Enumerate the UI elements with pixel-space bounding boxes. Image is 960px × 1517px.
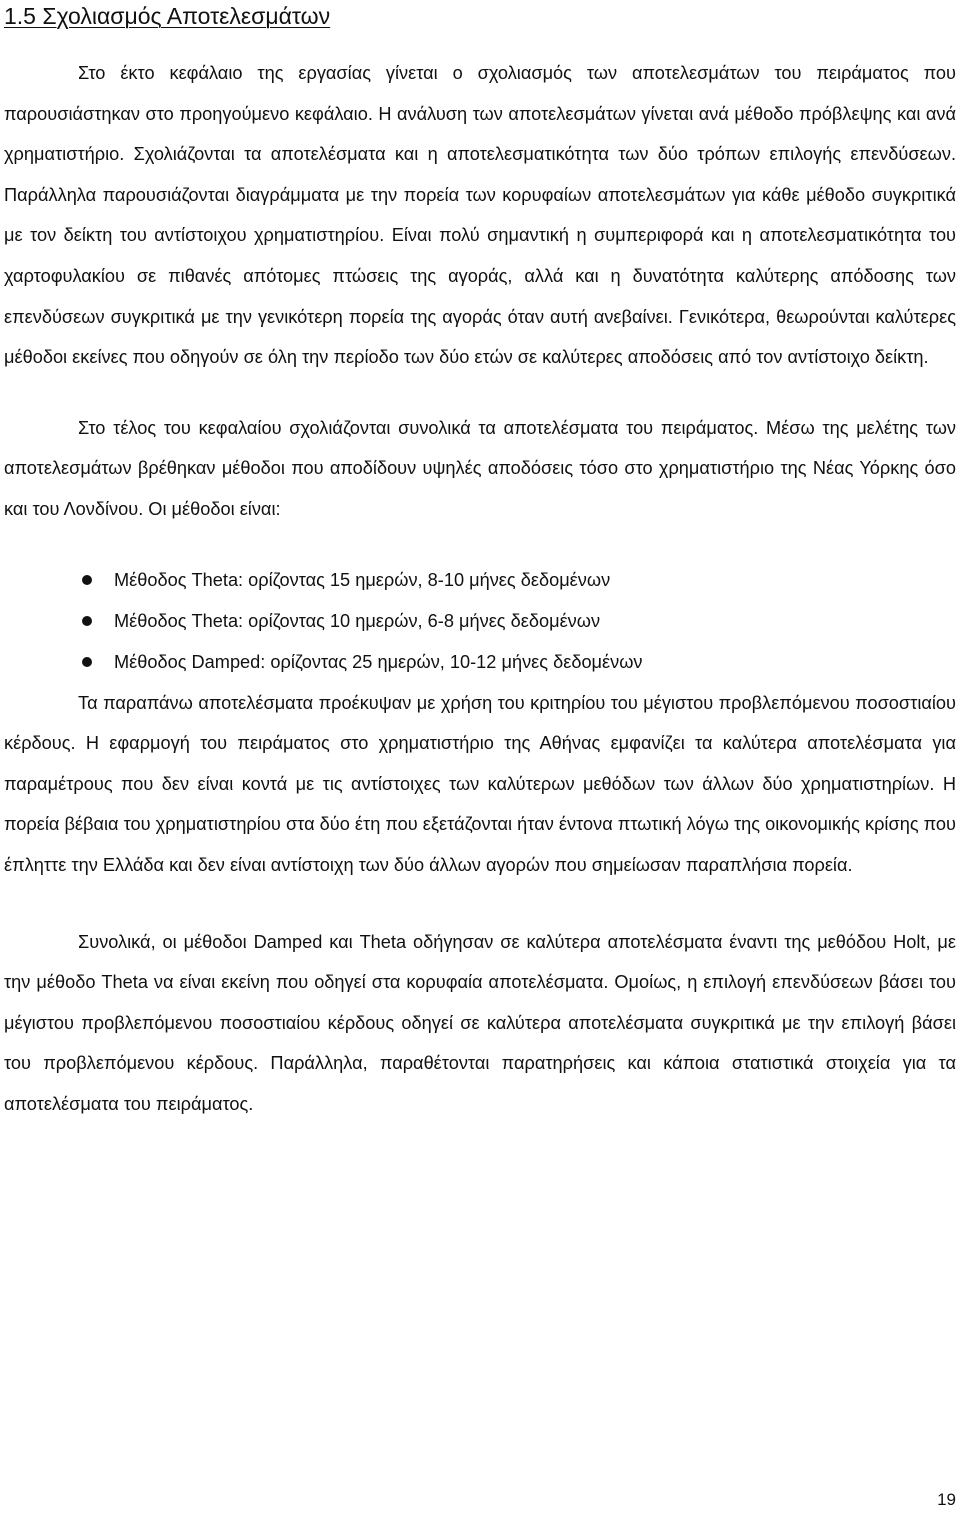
paragraph-intro: Στο έκτο κεφάλαιο της εργασίας γίνεται ο σχολιασμός των αποτελεσμάτων του πειράματος που παρουσιάστηκαν στο προηγούμενο κεφάλαιο. Η ανάλυση των αποτελεσμάτων γίνεται ανά μέθοδο πρόβλεψης και ανά χρηματιστήριο. Σχολιάζονται τα αποτελέσματα και η αποτελεσματικότητα των δύο τρόπων επιλογής επενδύσεων. Παράλληλα παρουσιάζονται διαγράμματα με την πορεία των κορυφαίων αποτελεσμάτων για κάθε μέθοδο συγκριτικά με τον δείκτη του αντίστοιχου χρηματιστηρίου. Είναι πολύ σημαντική η συμπεριφορά και η αποτελεσματικότητα του χαρτοφυλακίου σε πιθανές απότομες πτώσεις της αγοράς, αλλά και η δυνατότητα καλύτερης απόδοσης των επενδύσεων συγκριτικά με την γενικότερη πορεία της αγοράς όταν αυτή ανεβαίνει. Γενικότερα, θεωρούνται καλύτερες μέθοδοι εκείνες που οδηγούν σε όλη την περίοδο των δύο ετών σε καλύτερες αποδόσεις από τον αντίστοιχο δείκτη. [4, 63, 956, 368]
bullet-icon [82, 616, 92, 626]
method-text: Μέθοδος Theta: ορίζοντας 10 ημερών, 6-8 μήνες δεδομένων [114, 610, 601, 631]
list-item [4, 642, 956, 683]
paragraph-conclusion: Συνολικά, οι μέθοδοι Damped και Theta οδήγησαν σε καλύτερα αποτελέσματα έναντι της μεθόδου Holt, με την μέθοδο Theta να είναι εκείνη που οδηγεί στα κορυφαία αποτελέσματα. Ομοίως, η επιλογή επενδύσεων βάσει του μέγιστου προβλεπόμενου ποσοστιαίου κέρδους οδηγεί σε καλύτερα αποτελέσματα συγκριτικά με την επιλογή βάσει του προβλεπόμενου κέρδους. Παράλληλα, παραθέτονται παρατηρήσεις και κάποια στατιστικά στοιχεία για τα αποτελέσματα του πειράματος. [4, 931, 956, 1114]
paragraph-athens: Τα παραπάνω αποτελέσματα προέκυψαν με χρήση του κριτηρίου του μέγιστου προβλεπόμενου ποσοστιαίου κέρδους. Η εφαρμογή του πειράματος στο χρηματιστήριο της Αθήνας εμφανίζει τα καλύτερα αποτελέσματα για παραμέτρους που δεν είναι κοντά με τις αντίστοιχες των καλύτερων μεθόδων των άλλων δύο χρηματιστηρίων. Η πορεία βέβαια του χρηματιστηρίου στα δύο έτη που εξετάζονται ήταν έντονα πτωτική λόγω της οικονομικής κρίσης που έπληττε την Ελλάδα και δεν είναι αντίστοιχη των δύο άλλων αγορών που σημείωσαν παραπλήσια πορεία. [4, 692, 956, 875]
methods-list [4, 560, 956, 683]
paragraph-summary: Στο τέλος του κεφαλαίου σχολιάζονται συνολικά τα αποτελέσματα του πειράματος. Μέσω της μελέτης των αποτελεσμάτων βρέθηκαν μέθοδοι που αποδίδουν υψηλές αποδόσεις τόσο στο χρηματιστήριο της Νέας Υόρκης όσο και του Λονδίνου. Οι μέθοδοι είναι: [4, 417, 956, 519]
page-number: 19 [937, 1490, 956, 1509]
list-item [4, 560, 956, 601]
method-text: Μέθοδος Theta: ορίζοντας 15 ημερών, 8-10 μήνες δεδομένων [114, 569, 611, 590]
bullet-icon [82, 575, 92, 585]
document-page [4, 0, 956, 1124]
method-text: Μέθοδος Damped: ορίζοντας 25 ημερών, 10-12 μήνες δεδομένων [114, 651, 643, 672]
section-heading: 1.5 Σχολιασμός Αποτελεσμάτων [4, 3, 331, 29]
bullet-icon [82, 657, 92, 667]
list-item [4, 601, 956, 642]
